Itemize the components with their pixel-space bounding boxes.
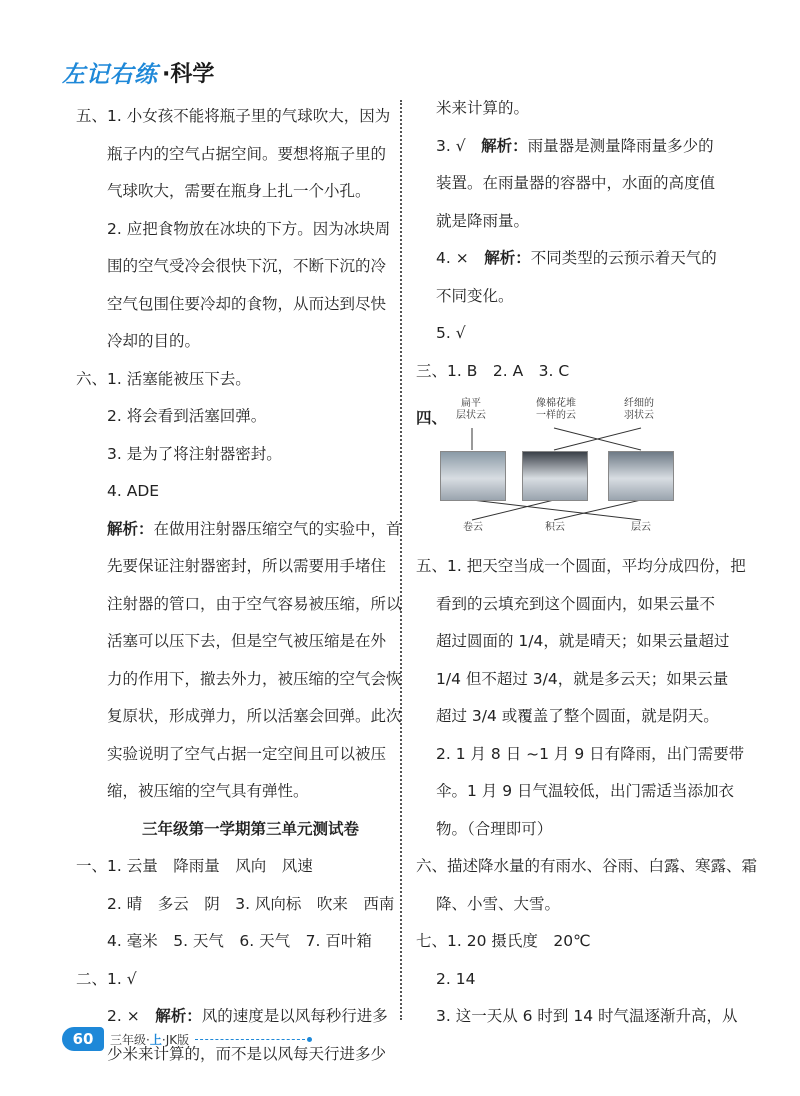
analysis-label: 解析： — [484, 249, 531, 267]
top-label-1: 扁平 层状云 — [456, 398, 486, 421]
subject-title: ·科学 — [162, 61, 215, 87]
column-divider — [400, 100, 402, 1020]
line-text: 缩，被压缩的空气具有弹性。 — [107, 782, 309, 800]
answer-prefix: 4. × — [436, 249, 485, 267]
footer-dot — [307, 1037, 312, 1042]
text-line — [76, 773, 394, 811]
line-text: 4. 毫米 5. 天气 6. 天气 7. 百叶箱 — [107, 932, 372, 950]
line-text: 注射器的管口，由于空气容易被压缩，所以 — [107, 594, 402, 613]
line-text: 伞。1 月 9 日气温较低，出门需适当添加衣 — [436, 782, 735, 800]
text-line — [436, 315, 736, 353]
line-text: 三、1. B 2. A 3. C — [416, 361, 570, 380]
line-text: 3. 这一天从 6 时到 14 时气温逐渐升高，从 — [436, 1007, 738, 1025]
line-text: 4. ADE — [107, 482, 160, 500]
text-line — [76, 436, 394, 474]
answer-prefix: 2. × — [107, 1007, 156, 1025]
footer-rule — [195, 1039, 305, 1040]
line-text: 米来计算的。 — [436, 99, 530, 117]
line-text: 雨量器是测量降雨量多少的 — [527, 136, 714, 155]
footer-grade: 三年级·上·JK版 — [110, 1032, 190, 1047]
bottom-label-3: 层云 — [631, 522, 651, 533]
text-line — [436, 90, 736, 128]
line-text: 降、小雪、大雪。 — [436, 894, 561, 913]
text-line — [436, 661, 736, 699]
line-text: 二、1. √ — [76, 969, 137, 988]
text-line — [76, 961, 394, 999]
text-line — [76, 811, 394, 849]
analysis-label: 解析： — [107, 519, 154, 538]
text-line — [76, 98, 394, 136]
line-text: 装置。在雨量器的容器中，水面的高度值 — [436, 174, 716, 192]
page-number: 60 — [62, 1027, 104, 1051]
line-text: 力的作用下，撤去外力，被压缩的空气会恢 — [107, 669, 402, 688]
text-line — [416, 848, 758, 886]
text-line — [436, 998, 736, 1036]
text-line — [76, 698, 402, 736]
top-label-3: 纤细的 羽状云 — [624, 398, 654, 421]
page-header — [62, 56, 214, 88]
text-line — [436, 736, 745, 774]
text-line — [436, 128, 736, 166]
line-text: 六、1. 活塞能被压下去。 — [76, 369, 251, 388]
line-text: 六、描述降水量的有雨水、谷雨、白露、寒露、霜 — [416, 857, 758, 875]
line-text: 2. 14 — [436, 969, 476, 988]
text-line — [76, 623, 394, 661]
line-text: 气球吹大，需要在瓶身上扎一个小孔。 — [107, 182, 371, 200]
text-line — [76, 248, 394, 286]
section-four-label: 四、 — [416, 409, 448, 427]
line-text: 2. 晴 多云 阴 3. 风向标 吹来 西南 — [107, 894, 395, 913]
analysis-label: 解析： — [481, 136, 528, 155]
line-text: 三年级第一学期第三单元测试卷 — [141, 819, 359, 838]
text-line — [416, 353, 736, 391]
bottom-label-2: 积云 — [545, 522, 565, 533]
line-text: 1/4 但不超过 3/4，就是多云天；如果云量 — [436, 669, 729, 688]
text-line — [76, 211, 394, 249]
cloud-photo-3 — [608, 451, 674, 501]
text-line — [76, 473, 394, 511]
text-line — [436, 165, 736, 203]
page-footer — [62, 1026, 312, 1052]
top-label-2: 像棉花堆 一样的云 — [536, 398, 576, 421]
text-line — [436, 623, 736, 661]
line-text: 超过圆面的 1/4，就是晴天；如果云量超过 — [436, 632, 730, 650]
text-line — [436, 586, 736, 624]
line-text: 就是降雨量。 — [436, 211, 530, 230]
line-text: 不同变化。 — [436, 286, 514, 305]
line-text: 不同类型的云预示着天气的 — [530, 249, 717, 267]
text-line — [76, 661, 402, 699]
text-line — [76, 286, 394, 324]
line-text: 5. √ — [436, 324, 466, 342]
text-line — [76, 586, 402, 624]
line-text: 七、1. 20 摄氏度 20℃ — [416, 932, 591, 950]
line-text: 五、1. 把天空当成一个圆面，平均分成四份，把 — [416, 557, 746, 575]
line-text: 围的空气受冷会很快下沉，不断下沉的冷 — [107, 257, 387, 275]
text-line — [76, 511, 402, 549]
text-line — [76, 173, 394, 211]
line-text: 冷却的目的。 — [107, 332, 201, 350]
text-line — [76, 848, 394, 886]
text-line — [76, 361, 394, 399]
line-text: 风的速度是以风每秒行进多 — [201, 1007, 388, 1025]
line-text: 一、1. 云量 降雨量 风向 风速 — [76, 857, 313, 875]
line-text: 五、1. 小女孩不能将瓶子里的气球吹大，因为 — [76, 107, 391, 125]
answer-prefix: 3. √ — [436, 136, 482, 155]
text-line — [436, 278, 736, 316]
line-text: 2. 1 月 8 日 ~1 月 9 日有降雨，出门需要带 — [436, 744, 745, 763]
text-line — [416, 923, 736, 961]
line-text: 物。（合理即可） — [436, 819, 553, 838]
line-text: 实验说明了空气占据一定空间且可以被压 — [107, 744, 387, 763]
text-line — [76, 136, 394, 174]
line-text: 复原状，形成弹力，所以活塞会回弹。此次 — [107, 707, 402, 725]
line-text: 先要保证注射器密封，所以需要用手堵住 — [107, 557, 387, 575]
cloud-photo-2 — [522, 451, 588, 501]
bottom-label-1: 卷云 — [463, 522, 483, 533]
line-text: 在做用注射器压缩空气的实验中，首 — [153, 519, 402, 538]
text-line — [76, 398, 394, 436]
text-line — [76, 886, 394, 924]
left-column — [76, 98, 402, 1073]
text-line — [436, 698, 736, 736]
line-text: 2. 应把食物放在冰块的下方。因为冰块周 — [107, 219, 391, 238]
text-line — [76, 923, 394, 961]
text-line — [436, 240, 736, 278]
analysis-label: 解析： — [155, 1007, 202, 1025]
line-text: 少米来计算的，而不是以风每天行进多少 — [107, 1044, 387, 1063]
text-line — [76, 323, 394, 361]
right-column — [416, 90, 758, 1036]
text-line — [436, 811, 736, 849]
text-line — [436, 773, 736, 811]
text-line — [76, 548, 394, 586]
line-text: 超过 3/4 或覆盖了整个圆面，就是阴天。 — [436, 707, 719, 725]
line-text: 2. 将会看到活塞回弹。 — [107, 407, 267, 425]
line-text: 瓶子内的空气占据空间。要想将瓶子里的 — [107, 144, 387, 163]
text-line — [76, 736, 394, 774]
line-text: 空气包围住要冷却的食物，从而达到尽快 — [107, 294, 387, 313]
cloud-matching-diagram — [416, 394, 736, 544]
line-text: 活塞可以压下去，但是空气被压缩是在外 — [107, 632, 387, 650]
brand-title: 左记右练 — [62, 61, 158, 88]
text-line — [436, 961, 736, 999]
text-line — [436, 203, 736, 241]
text-line — [436, 886, 736, 924]
line-text: 3. 是为了将注射器密封。 — [107, 444, 282, 463]
text-line — [416, 548, 746, 586]
line-text: 看到的云填充到这个圆面内，如果云量不 — [436, 594, 716, 613]
cloud-photo-1 — [440, 451, 506, 501]
